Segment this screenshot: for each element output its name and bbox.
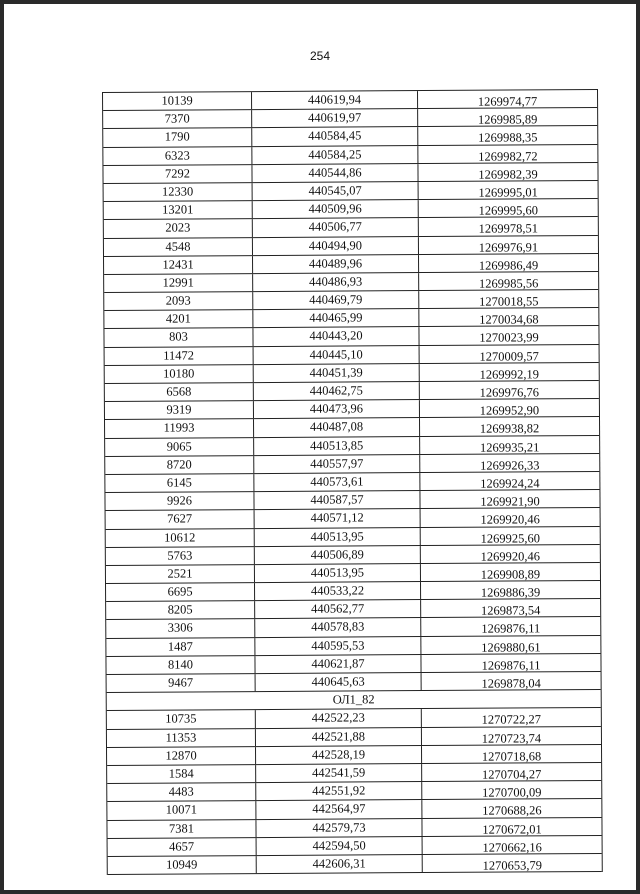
x-coordinate-cell: 440487,08 — [254, 418, 420, 436]
x-coordinate-cell: 440584,25 — [252, 146, 418, 164]
x-coordinate-cell: 440486,93 — [253, 273, 419, 291]
x-coordinate-cell: 440619,94 — [252, 91, 418, 109]
y-coordinate-cell: 1270009,57 — [479, 348, 539, 363]
point-number-cell: 6323 — [103, 147, 252, 165]
point-number-cell: 4483 — [107, 783, 256, 801]
point-number-cell: 4201 — [104, 310, 253, 328]
point-number-cell: 7381 — [107, 820, 256, 838]
y-coordinate-cell: 1269982,72 — [478, 148, 538, 163]
y-coordinate-cell: 1269992,19 — [479, 367, 539, 382]
x-coordinate-cell: 440562,77 — [255, 600, 421, 618]
point-number-cell: 6568 — [105, 383, 254, 401]
y-coordinate-cell: 1269873,54 — [480, 603, 541, 618]
x-coordinate-cell: 440462,75 — [254, 382, 420, 400]
y-coordinate-cell: 1270653,79 — [482, 858, 542, 873]
y-coordinate-cell: 1270034,68 — [479, 312, 539, 327]
y-coordinate-cell: 1269924,24 — [480, 476, 540, 491]
point-number-cell: 2023 — [104, 219, 253, 237]
y-coordinate-cell: 1269878,04 — [481, 676, 541, 691]
y-coordinate-cell: 1270722,27 — [481, 712, 542, 727]
document-page — [4, 4, 636, 890]
x-coordinate-cell: 442579,73 — [256, 819, 422, 837]
point-number-cell: 7370 — [103, 110, 252, 128]
coordinates-table — [102, 89, 603, 875]
y-coordinate-cell: 1269986,49 — [478, 258, 539, 272]
point-number-cell: 9319 — [105, 401, 254, 419]
y-coordinate-cell: 1269921,90 — [480, 494, 540, 509]
point-number-cell: 6145 — [105, 474, 254, 492]
y-coordinate-cell: 1269876,11 — [481, 621, 541, 636]
point-number-cell: 10139 — [103, 92, 252, 110]
y-coordinate-cell: 1269978,51 — [478, 221, 539, 236]
x-coordinate-cell: 440621,87 — [255, 655, 421, 673]
y-coordinate-cell: 1269935,21 — [479, 439, 540, 454]
point-number-cell: 10735 — [107, 710, 256, 728]
y-coordinate-cell: 1269952,90 — [479, 403, 540, 418]
x-coordinate-cell: 440573,61 — [254, 473, 420, 491]
y-coordinate-cell: 1269985,89 — [477, 112, 538, 127]
x-coordinate-cell: 440513,95 — [255, 528, 421, 546]
y-coordinate-cell: 1269926,33 — [480, 458, 540, 473]
point-number-cell: 5763 — [106, 547, 255, 565]
point-number-cell: 10949 — [108, 856, 257, 874]
point-number-cell: 10071 — [107, 801, 256, 819]
x-coordinate-cell: 440619,97 — [252, 109, 418, 127]
x-coordinate-cell: 442564,97 — [256, 800, 422, 818]
x-coordinate-cell: 440571,12 — [255, 509, 421, 527]
point-number-cell: 7627 — [106, 510, 255, 528]
point-number-cell: 1487 — [106, 638, 255, 656]
y-coordinate-cell: 1269886,39 — [480, 585, 541, 600]
point-number-cell: 1790 — [103, 128, 252, 146]
y-coordinate-cell: 1270018,55 — [479, 294, 539, 309]
point-number-cell: 803 — [104, 329, 253, 347]
point-number-cell: 1584 — [107, 765, 256, 783]
point-number-cell: 9467 — [107, 674, 256, 692]
x-coordinate-cell: 440533,22 — [255, 582, 421, 600]
x-coordinate-cell: 442522,23 — [256, 709, 422, 727]
y-coordinate-cell: 1270718,68 — [481, 749, 542, 763]
point-number-cell: 10180 — [105, 365, 254, 383]
point-number-cell: 2093 — [104, 292, 253, 310]
y-coordinate-cell: 1269925,60 — [480, 530, 540, 545]
point-number-cell: 10612 — [106, 529, 255, 547]
x-coordinate-cell: 440473,96 — [254, 400, 420, 418]
y-coordinate-cell: 1269976,76 — [479, 385, 540, 400]
x-coordinate-cell: 440557,97 — [254, 455, 420, 473]
y-coordinate-cell: 1270700,09 — [482, 785, 542, 800]
point-number-cell: 2521 — [106, 565, 255, 583]
x-coordinate-cell: 440443,20 — [253, 328, 419, 346]
y-coordinate-cell: 1269880,61 — [481, 639, 541, 654]
x-coordinate-cell: 440645,63 — [256, 673, 422, 691]
x-coordinate-cell: 440587,57 — [254, 491, 420, 509]
section-title: ОЛ1_82 — [332, 692, 375, 707]
point-number-cell: 12330 — [104, 183, 253, 201]
x-coordinate-cell: 442521,88 — [256, 728, 422, 746]
point-number-cell: 8205 — [106, 601, 255, 619]
y-coordinate-cell: 1270672,01 — [482, 821, 542, 836]
y-coordinate-cell: 1269995,01 — [478, 185, 538, 200]
point-number-cell: 9926 — [105, 492, 254, 510]
y-coordinate-cell: 1269920,46 — [480, 512, 540, 527]
x-coordinate-cell: 440506,89 — [255, 546, 421, 564]
y-coordinate-cell: 1269988,35 — [478, 130, 538, 145]
x-coordinate-cell: 440544,86 — [252, 164, 418, 182]
table-row — [108, 854, 602, 875]
y-coordinate-cell: 1269976,91 — [478, 239, 539, 254]
page-number: 254 — [309, 49, 331, 63]
point-number-cell: 8140 — [106, 656, 255, 674]
x-coordinate-cell: 442541,59 — [256, 764, 422, 782]
y-coordinate-cell: 1269938,82 — [479, 421, 540, 436]
y-coordinate-cell: 1270723,74 — [481, 730, 542, 745]
y-coordinate-cell: 1269982,39 — [478, 167, 538, 182]
y-coordinate-cell: 1270023,99 — [479, 330, 539, 345]
point-number-cell: 12431 — [104, 256, 253, 274]
x-coordinate-cell: 442551,92 — [256, 782, 422, 800]
x-coordinate-cell: 440494,90 — [253, 237, 419, 255]
x-coordinate-cell: 440445,10 — [254, 346, 420, 364]
point-number-cell: 11993 — [105, 419, 254, 437]
x-coordinate-cell: 440513,85 — [254, 437, 420, 455]
point-number-cell: 7292 — [103, 165, 252, 183]
y-coordinate-cell: 1269985,56 — [478, 276, 539, 291]
x-coordinate-cell: 440513,95 — [255, 564, 421, 582]
x-coordinate-cell: 440509,96 — [253, 200, 419, 218]
y-coordinate-cell: 1269974,77 — [477, 94, 538, 109]
x-coordinate-cell: 440469,79 — [253, 291, 419, 309]
point-number-cell: 11353 — [107, 729, 256, 747]
x-coordinate-cell: 440584,45 — [252, 127, 418, 145]
x-coordinate-cell: 442594,50 — [257, 837, 423, 855]
y-coordinate-cell: 1269995,60 — [478, 203, 538, 218]
point-number-cell: 12870 — [107, 747, 256, 765]
x-coordinate-cell: 440489,96 — [253, 255, 419, 273]
y-coordinate-cell: 1270662,16 — [482, 840, 542, 854]
y-coordinate-cell: 1270704,27 — [481, 767, 542, 782]
point-number-cell: 9065 — [105, 438, 254, 456]
y-coordinate-cell: 1269920,46 — [480, 549, 541, 563]
x-coordinate-cell: 442528,19 — [256, 746, 422, 764]
point-number-cell: 12991 — [104, 274, 253, 292]
x-coordinate-cell: 440595,53 — [255, 637, 421, 655]
x-coordinate-cell: 440465,99 — [253, 309, 419, 327]
x-coordinate-cell: 440506,77 — [253, 218, 419, 236]
point-number-cell: 3306 — [106, 620, 255, 638]
x-coordinate-cell: 442606,31 — [257, 855, 423, 873]
point-number-cell: 8720 — [105, 456, 254, 474]
point-number-cell: 4657 — [108, 838, 257, 856]
x-coordinate-cell: 440451,39 — [254, 364, 420, 382]
point-number-cell: 13201 — [104, 201, 253, 219]
y-coordinate-cell: 1270688,26 — [482, 803, 542, 818]
point-number-cell: 6695 — [106, 583, 255, 601]
x-coordinate-cell: 440578,83 — [255, 618, 421, 636]
point-number-cell: 11472 — [105, 347, 254, 365]
point-number-cell: 4548 — [104, 238, 253, 256]
y-coordinate-cell: 1269876,11 — [481, 658, 541, 673]
y-coordinate-cell: 1269908,89 — [480, 567, 541, 582]
x-coordinate-cell: 440545,07 — [253, 182, 419, 200]
